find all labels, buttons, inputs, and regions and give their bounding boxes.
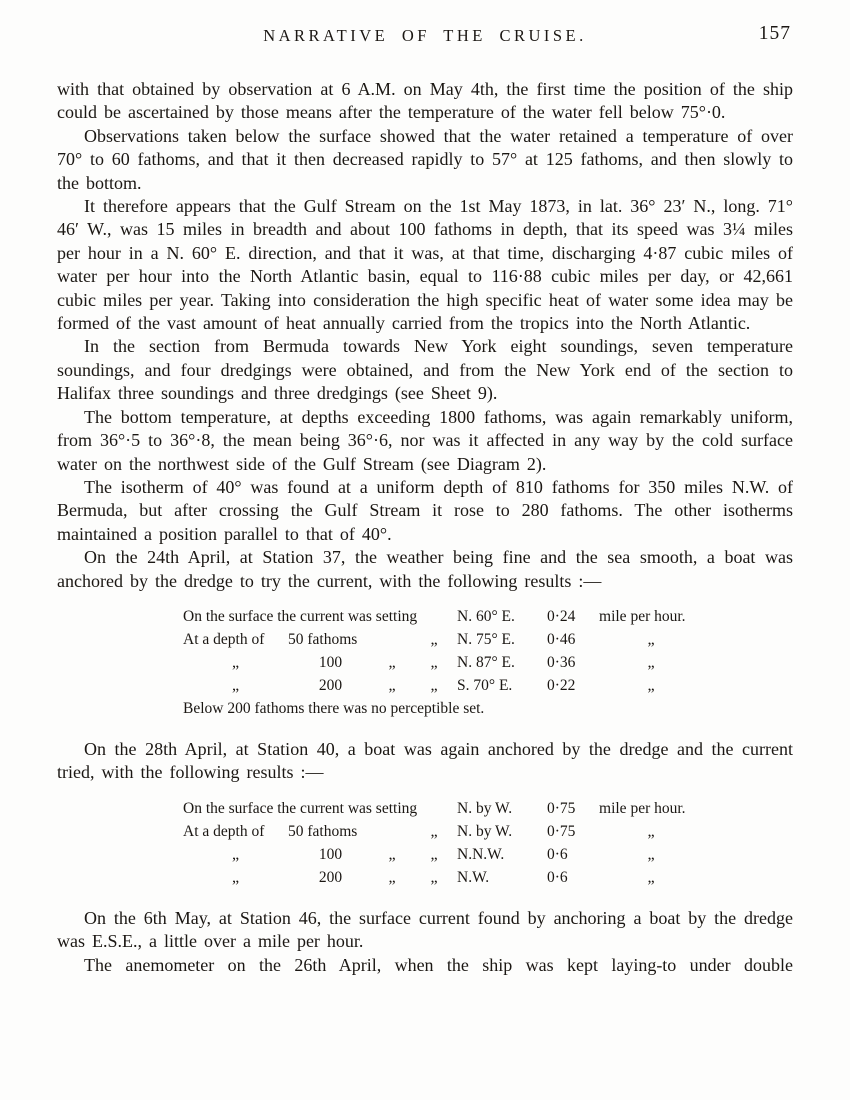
- row-label: On the surface the current was setting: [183, 608, 418, 626]
- paragraph-bermuda-section: In the section from Bermuda towards New York eight soundings, seven temperature soundings, and four dredgings were obtained, and from the New York end of the section to Halifax three soundings and three dredgings (see Sheet 9).: [57, 336, 793, 404]
- page-number: 157: [758, 23, 791, 44]
- table-row: [183, 844, 703, 867]
- ditto-mark: „: [231, 846, 240, 864]
- depth-value: 50 fathoms: [288, 823, 358, 841]
- ditto-mark: „: [647, 846, 655, 864]
- table-footer-row: [183, 698, 703, 721]
- row-label: On the surface the current was setting: [183, 800, 418, 818]
- ditto-mark: „: [430, 823, 438, 841]
- current-direction: N.N.W.: [457, 846, 505, 864]
- paragraph-station-46: On the 6th May, at Station 46, the surface current found by anchoring a boat by the dredge was E.S.E., a little over a mile per hour.: [57, 907, 793, 952]
- current-direction: N. 60° E.: [457, 608, 515, 626]
- ditto-mark: „: [231, 654, 240, 672]
- current-direction: N. by W.: [457, 800, 513, 818]
- paragraph-bottom-temperature: The bottom temperature, at depths exceeding 1800 fathoms, was again remarkably uniform, from 36°·5 to 36°·8, the mean being 36°·6, nor was it affected in any way by the cold surface water on the northwest side of the Gulf Stream (see Diagram 2).: [57, 406, 793, 474]
- current-direction: N.W.: [457, 869, 490, 887]
- ditto-mark: „: [430, 654, 438, 672]
- current-direction: N. 75° E.: [457, 631, 515, 649]
- table-row: [183, 652, 703, 675]
- current-rate: 0·6: [547, 869, 568, 887]
- ditto-mark: „: [647, 869, 655, 887]
- ditto-mark: „: [231, 677, 240, 695]
- rate-unit: mile per hour.: [599, 608, 686, 626]
- table-row: [183, 629, 703, 652]
- ditto-mark: „: [388, 869, 396, 887]
- row-label: At a depth of: [183, 823, 265, 841]
- ditto-mark: „: [388, 654, 396, 672]
- current-rate: 0·46: [547, 631, 576, 649]
- depth-value: 100: [318, 846, 343, 864]
- current-direction: N. by W.: [457, 823, 513, 841]
- paragraph-anemometer: The anemometer on the 26th April, when the ship was kept laying-to under double: [84, 954, 793, 975]
- current-results-table-station-37: [183, 606, 703, 721]
- paragraph-station-40-intro: On the 28th April, at Station 40, a boat was again anchored by the dredge and the current tried, with the following results :—: [57, 738, 793, 783]
- ditto-mark: „: [647, 631, 655, 649]
- page-header: [57, 23, 793, 50]
- ditto-mark: „: [430, 869, 438, 887]
- ditto-mark: „: [388, 677, 396, 695]
- ditto-mark: „: [647, 654, 655, 672]
- rate-unit: mile per hour.: [599, 800, 686, 818]
- current-rate: 0·36: [547, 654, 576, 672]
- running-title: NARRATIVE OF THE CRUISE.: [263, 26, 587, 45]
- ditto-mark: „: [430, 846, 438, 864]
- current-rate: 0·6: [547, 846, 568, 864]
- paragraph-station-37-intro: On the 24th April, at Station 37, the weather being fine and the sea smooth, a boat was anchored by the dredge to try the current, with the following results :—: [57, 547, 793, 591]
- ditto-mark: „: [430, 631, 438, 649]
- page-body: [57, 78, 793, 977]
- current-rate: 0·75: [547, 800, 576, 818]
- ditto-mark: „: [647, 823, 655, 841]
- ditto-mark: „: [647, 677, 655, 695]
- current-results-table-station-40: [183, 798, 703, 890]
- current-rate: 0·75: [547, 823, 576, 841]
- ditto-mark: „: [388, 846, 396, 864]
- ditto-mark: „: [430, 677, 438, 695]
- paragraph-gulf-stream: It therefore appears that the Gulf Stream on the 1st May 1873, in lat. 36° 23′ N., long. 71° 46′ W., was 15 miles in breadth and about 100 fathoms in depth, that its speed was 3¼ miles per hour in a N. 60° E. direction, and that it was, at that time, discharging 4·87 cubic miles of water per hour into the North Atlantic basin, equal to 116·88 cubic miles per day, or 42,661 cubic miles per year. Taking into consideration the high specific heat of water some idea may be formed of the vast amount of heat annually carried from the tropics into the North Atlantic.: [57, 196, 793, 334]
- table-row: [183, 798, 703, 821]
- depth-value: 200: [318, 677, 343, 695]
- current-direction: N. 87° E.: [457, 654, 515, 672]
- table-row: [183, 867, 703, 890]
- current-rate: 0·22: [547, 677, 576, 695]
- row-label: At a depth of: [183, 631, 265, 649]
- paragraph-isotherm: The isotherm of 40° was found at a uniform depth of 810 fathoms for 350 miles N.W. of Bermuda, but after crossing the Gulf Stream it rose to 280 fathoms. The other isotherms maintained a position parallel to that of 40°.: [57, 476, 793, 544]
- current-direction: S. 70° E.: [457, 677, 513, 695]
- depth-value: 200: [318, 869, 343, 887]
- current-rate: 0·24: [547, 608, 576, 626]
- ditto-mark: „: [231, 869, 240, 887]
- paragraph-continuation: with that obtained by observation at 6 A.M. on May 4th, the first time the position of the ship could be ascertained by those means after the temperature of the water fell below 75°·0.: [57, 79, 793, 123]
- table-row: [183, 606, 703, 629]
- table-row: [183, 675, 703, 698]
- depth-value: 100: [318, 654, 343, 672]
- table-footnote: Below 200 fathoms there was no perceptible set.: [183, 700, 485, 718]
- table-row: [183, 821, 703, 844]
- paragraph-observations: Observations taken below the surface showed that the water retained a temperature of over 70° to 60 fathoms, and that it then decreased rapidly to 57° at 125 fathoms, and then slowly to the bottom.: [57, 125, 793, 193]
- depth-value: 50 fathoms: [288, 631, 358, 649]
